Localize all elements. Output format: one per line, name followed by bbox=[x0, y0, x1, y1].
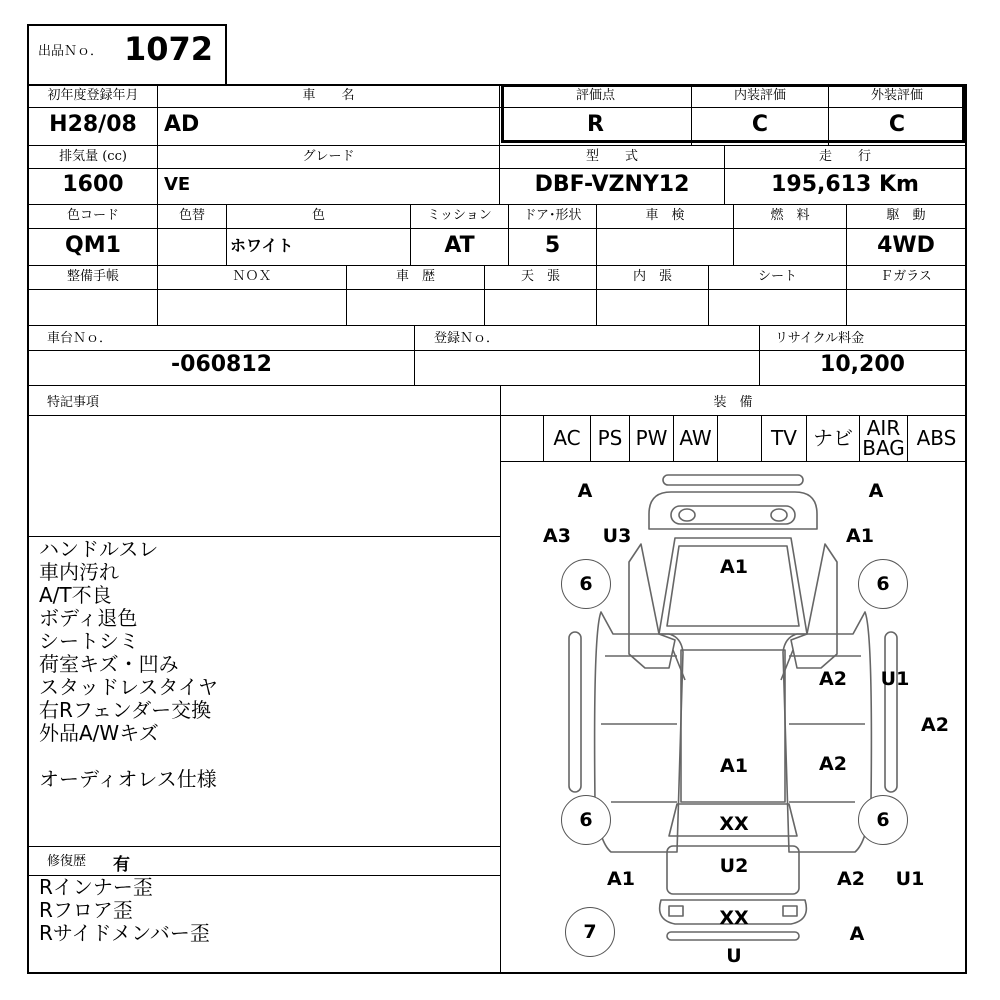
registration-label: 登録Ｎｏ． bbox=[434, 331, 500, 346]
doors-label: ドア･形状 bbox=[523, 208, 582, 223]
reg-date-label: 初年度登録年月 bbox=[47, 88, 139, 103]
score-value: R bbox=[587, 112, 604, 137]
damage-roof: A1 bbox=[720, 755, 748, 777]
tire-front-right: 6 bbox=[858, 559, 908, 609]
damage-right-rear-door: A2 bbox=[819, 753, 847, 775]
damage-rear-bottom: U bbox=[726, 945, 742, 967]
color-value: ホワイト bbox=[230, 236, 294, 255]
inspection-label: 車 検 bbox=[645, 208, 685, 223]
tire-front-left: 6 bbox=[561, 559, 611, 609]
repair-item: Rインナー歪 bbox=[39, 875, 153, 899]
repaint-label: 色替 bbox=[178, 208, 205, 223]
drive-value: 4WD bbox=[877, 233, 935, 258]
lot-number: 1072 bbox=[124, 30, 214, 68]
f-glass-label: Ｆガラス bbox=[880, 269, 932, 284]
history-label: 車 歴 bbox=[395, 269, 435, 284]
chassis-value: -060812 bbox=[171, 352, 272, 377]
damage-rear-bumper: XX bbox=[719, 907, 749, 929]
exterior-label: 外装評価 bbox=[870, 88, 923, 103]
spare-tire: 7 bbox=[565, 907, 615, 957]
roof-label: 天 張 bbox=[520, 269, 560, 284]
equip-abs: ABS bbox=[916, 426, 957, 450]
note-item: ボディ退色 bbox=[39, 606, 138, 630]
reg-date-value: H28/08 bbox=[49, 112, 137, 137]
note-item: A/T不良 bbox=[39, 583, 112, 607]
damage-right-side: A2 bbox=[921, 714, 949, 736]
seat-label: シート bbox=[757, 269, 797, 284]
car-name-label: 車 名 bbox=[302, 88, 355, 103]
repair-item: Rサイドメンバー歪 bbox=[39, 921, 210, 945]
lot-label: 出品Ｎｏ． bbox=[38, 44, 104, 59]
note-item: ハンドルスレ bbox=[39, 537, 159, 561]
equip-ps: PS bbox=[597, 426, 623, 450]
car-name-value: AD bbox=[164, 112, 200, 137]
note-item: 外品A/Wキズ bbox=[39, 721, 159, 745]
note-item: 右Rフェンダー交換 bbox=[39, 698, 212, 722]
recycle-label: リサイクル料金 bbox=[775, 331, 865, 346]
tire-rear-left: 6 bbox=[561, 795, 611, 845]
damage-rear-glass: XX bbox=[719, 813, 749, 835]
note-item: 車内汚れ bbox=[39, 560, 119, 584]
color-code-value: QM1 bbox=[65, 233, 121, 258]
damage-right-front-door-u: U1 bbox=[880, 668, 910, 690]
damage-hood: A1 bbox=[720, 556, 748, 578]
doors-value: 5 bbox=[544, 233, 561, 258]
displacement-label: 排気量 (cc) bbox=[59, 149, 127, 164]
exterior-value: C bbox=[888, 112, 906, 137]
equip-airbag: AIR BAG bbox=[862, 416, 905, 460]
repair-item: Rフロア歪 bbox=[39, 898, 133, 922]
interior-label: 内装評価 bbox=[733, 88, 786, 103]
equipment-label: 装 備 bbox=[713, 395, 753, 410]
recycle-value: 10,200 bbox=[820, 352, 905, 377]
damage-left-front-fender: A3 bbox=[543, 525, 571, 547]
color-code-label: 色コード bbox=[66, 208, 119, 223]
notes-label: 特記事項 bbox=[47, 395, 100, 410]
equip-ac: AC bbox=[553, 426, 581, 450]
damage-rear-left: A1 bbox=[607, 868, 635, 890]
fuel-label: 燃 料 bbox=[770, 208, 810, 223]
damage-rear-right-corner: A bbox=[849, 923, 865, 945]
note-item: シートシミ bbox=[39, 629, 139, 653]
displacement-value: 1600 bbox=[62, 172, 124, 197]
mission-value: AT bbox=[444, 233, 475, 258]
maintenance-label: 整備手帳 bbox=[66, 269, 119, 284]
damage-rear-right-u: U1 bbox=[895, 868, 925, 890]
note-item: スタッドレスタイヤ bbox=[39, 675, 218, 699]
damage-rear-right: A2 bbox=[837, 868, 865, 890]
tire-rear-right: 6 bbox=[858, 795, 908, 845]
color-label: 色 bbox=[311, 208, 325, 223]
repair-value: 有 bbox=[113, 855, 130, 875]
damage-right-front-fender: A1 bbox=[846, 525, 874, 547]
model-label: 型 式 bbox=[585, 149, 638, 164]
damage-right-front-door: A2 bbox=[819, 668, 847, 690]
drive-label: 駆 動 bbox=[886, 208, 926, 223]
grade-label: グレード bbox=[302, 149, 355, 164]
interior-value: C bbox=[751, 112, 769, 137]
equip-navi: ナビ bbox=[813, 426, 853, 450]
note-item: オーディオレス仕様 bbox=[39, 767, 217, 791]
note-item: 荷室キズ・凹み bbox=[39, 652, 179, 676]
equip-tv: TV bbox=[771, 426, 797, 450]
chassis-label: 車台Ｎｏ． bbox=[47, 331, 113, 346]
mission-label: ミッション bbox=[427, 208, 492, 223]
damage-tailgate: U2 bbox=[719, 855, 749, 877]
model-value: DBF-VZNY12 bbox=[534, 172, 690, 197]
damage-front-right: A bbox=[868, 480, 884, 502]
interior-trim-label: 内 張 bbox=[632, 269, 672, 284]
equip-aw: AW bbox=[679, 426, 712, 450]
mileage-label: 走 行 bbox=[818, 149, 871, 164]
damage-front-left-u: U3 bbox=[602, 525, 632, 547]
nox-label: ＮＯＸ bbox=[232, 269, 272, 284]
repair-label: 修復歴 bbox=[47, 854, 87, 869]
equip-pw: PW bbox=[635, 426, 668, 450]
score-label: 評価点 bbox=[575, 88, 615, 103]
damage-front-left: A bbox=[577, 480, 593, 502]
grade-value: VE bbox=[164, 174, 191, 195]
mileage-value: 195,613 Km bbox=[771, 172, 919, 197]
